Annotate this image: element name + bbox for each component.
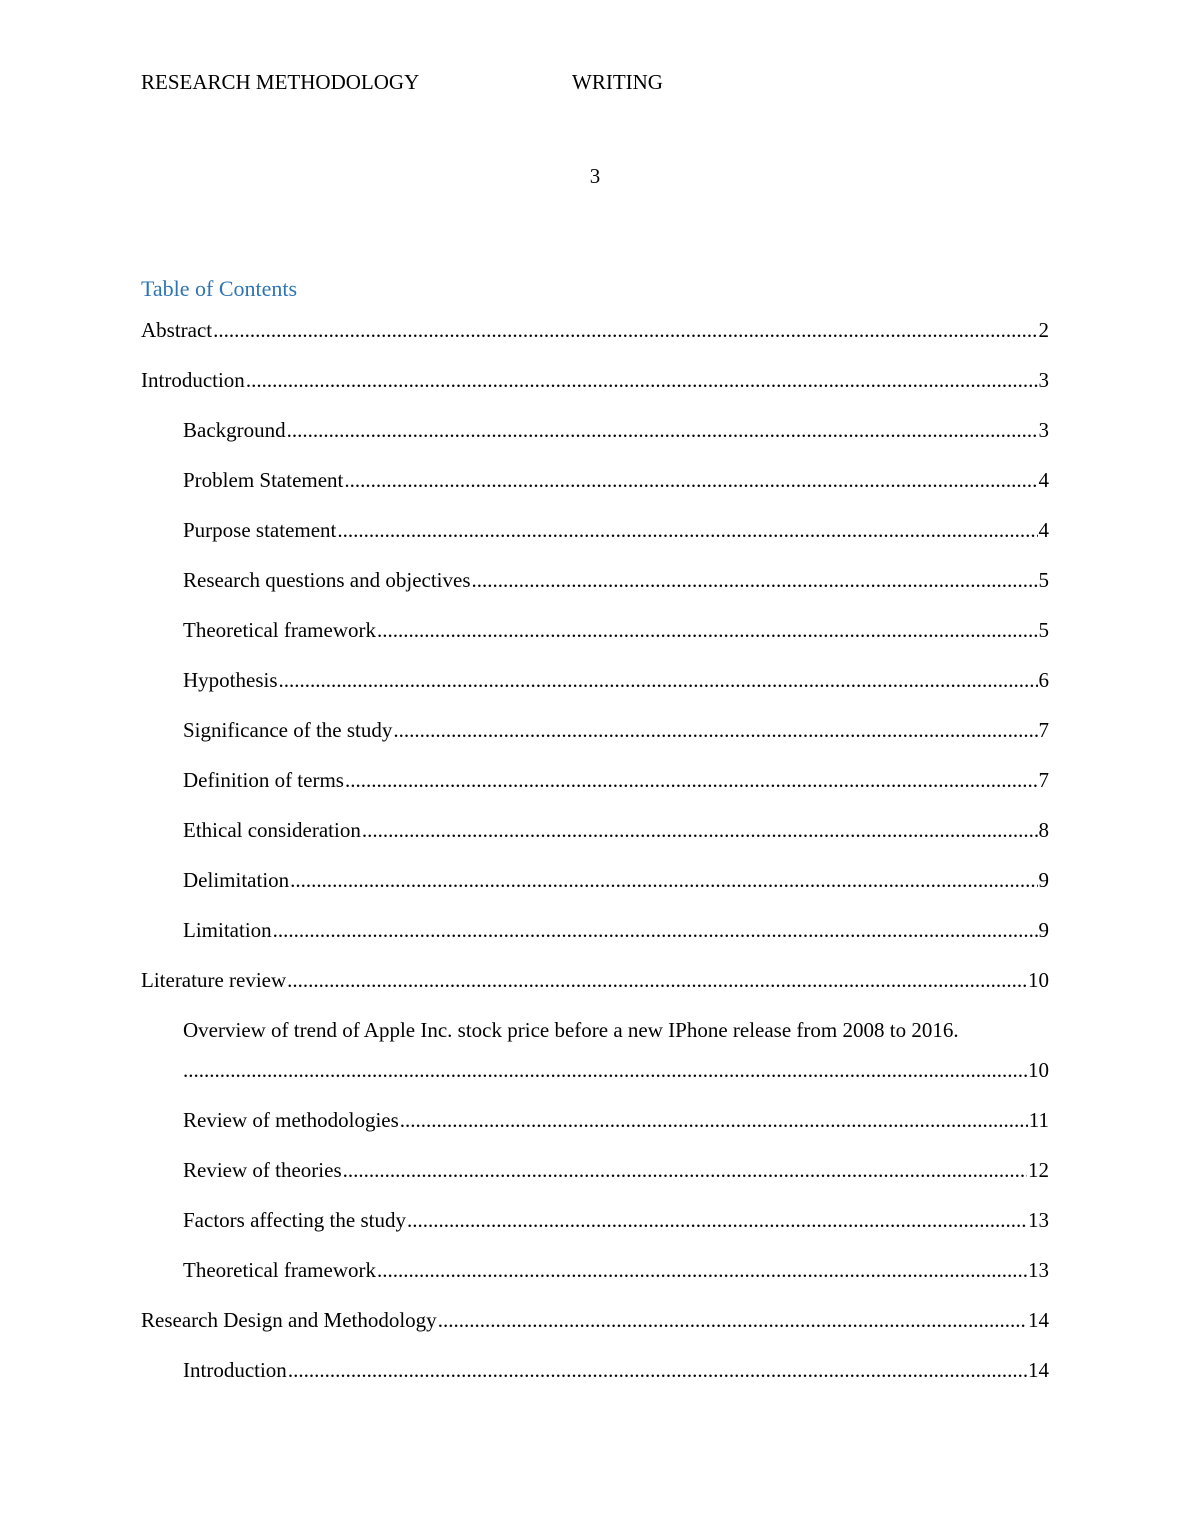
dot-leader (438, 1306, 1027, 1334)
toc-entry-title: Purpose statement (183, 518, 337, 542)
toc-entry-delimitation[interactable] (183, 866, 1049, 916)
toc-entry-title: Definition of terms (183, 768, 344, 792)
dot-leader (472, 566, 1038, 594)
toc-entry-limitation[interactable] (183, 916, 1049, 966)
toc-entry-page: 9 (1038, 918, 1049, 942)
toc-entry-title: Limitation (183, 918, 272, 942)
toc-entry-title: Theoretical framework (183, 1258, 376, 1282)
toc-entry-introduction-2[interactable] (183, 1356, 1049, 1406)
dot-leader (344, 466, 1037, 494)
dot-leader (345, 766, 1038, 794)
dot-leader (337, 516, 1037, 544)
toc-entry-abstract[interactable] (141, 316, 1049, 366)
toc-entry-problem-statement[interactable] (183, 466, 1049, 516)
dot-leader (393, 716, 1037, 744)
toc-title: Table of Contents (141, 276, 298, 301)
toc-entry-significance[interactable] (183, 716, 1049, 766)
dot-leader (273, 916, 1038, 944)
toc-entry-page: 4 (1038, 518, 1049, 542)
toc-entry-page: 12 (1028, 1158, 1049, 1182)
table-of-contents (141, 316, 1049, 1406)
toc-entry-purpose-statement[interactable] (183, 516, 1049, 566)
toc-entry-title: Background (183, 418, 286, 442)
toc-entry-title: Literature review (141, 968, 287, 992)
toc-entry-ethical-consideration[interactable] (183, 816, 1049, 866)
dot-leader (287, 416, 1038, 444)
dot-leader (213, 316, 1037, 344)
dot-leader (400, 1106, 1028, 1134)
header-left-text: RESEARCH METHODOLOGY (141, 70, 420, 94)
toc-entry-theoretical-framework[interactable] (183, 616, 1049, 666)
dot-leader (290, 866, 1037, 894)
toc-entry-theoretical-framework-2[interactable] (183, 1256, 1049, 1306)
toc-entry-page: 5 (1038, 568, 1049, 592)
toc-entry-page: 2 (1038, 318, 1049, 342)
dot-leader (246, 366, 1038, 394)
toc-entry-page: 13 (1028, 1208, 1049, 1232)
toc-entry-apple-stock-overview[interactable] (183, 1016, 1049, 1106)
dot-leader (279, 666, 1038, 694)
toc-entry-page: 3 (1038, 418, 1049, 442)
toc-entry-title: Research questions and objectives (183, 568, 471, 592)
dot-leader (343, 1156, 1027, 1184)
toc-entry-page: 4 (1038, 468, 1049, 492)
toc-entry-page: 3 (1038, 368, 1049, 392)
toc-entry-title: Hypothesis (183, 668, 278, 692)
toc-entry-page: 5 (1038, 618, 1049, 642)
page-number: 3 (589, 164, 601, 188)
toc-entry-page: 6 (1038, 668, 1049, 692)
toc-entry-title: Introduction (183, 1358, 287, 1382)
toc-entry-page: 10 (1028, 1058, 1049, 1082)
dot-leader (362, 816, 1038, 844)
toc-entry-page: 9 (1038, 868, 1049, 892)
toc-entry-definition-of-terms[interactable] (183, 766, 1049, 816)
dot-leader (377, 616, 1038, 644)
toc-entry-literature-review[interactable] (141, 966, 1049, 1016)
toc-entry-page: 13 (1028, 1258, 1049, 1282)
toc-entry-page: 7 (1038, 718, 1049, 742)
toc-entry-title: Abstract (141, 318, 213, 342)
toc-entry-title: Research Design and Methodology (141, 1308, 437, 1332)
toc-entry-page: 11 (1028, 1108, 1049, 1132)
dot-leader (183, 1056, 1027, 1084)
toc-entry-hypothesis[interactable] (183, 666, 1049, 716)
dot-leader (407, 1206, 1027, 1234)
dot-leader (377, 1256, 1027, 1284)
running-header (141, 70, 1049, 98)
toc-entry-research-design[interactable] (141, 1306, 1049, 1356)
toc-entry-page: 14 (1028, 1308, 1049, 1332)
toc-entry-title: Significance of the study (183, 718, 393, 742)
toc-entry-factors-affecting[interactable] (183, 1206, 1049, 1256)
toc-entry-title: Introduction (141, 368, 245, 392)
toc-entry-title: Ethical consideration (183, 818, 361, 842)
dot-leader (288, 1356, 1027, 1384)
toc-entry-title: Review of theories (183, 1158, 342, 1182)
toc-entry-research-questions[interactable] (183, 566, 1049, 616)
toc-entry-review-of-methodologies[interactable] (183, 1106, 1049, 1156)
header-right-text: WRITING (572, 70, 663, 94)
toc-entry-title: Delimitation (183, 868, 290, 892)
toc-entry-background[interactable] (183, 416, 1049, 466)
toc-entry-page: 8 (1038, 818, 1049, 842)
toc-entry-page: 14 (1028, 1358, 1049, 1382)
toc-entry-title: Review of methodologies (183, 1108, 399, 1132)
toc-entry-page: 7 (1038, 768, 1049, 792)
toc-entry-title: Overview of trend of Apple Inc. stock price before a new IPhone release from 2008 to 2016. (183, 1018, 959, 1042)
toc-entry-review-of-theories[interactable] (183, 1156, 1049, 1206)
toc-entry-title: Problem Statement (183, 468, 344, 492)
toc-entry-page: 10 (1028, 968, 1049, 992)
toc-entry-introduction[interactable] (141, 366, 1049, 416)
toc-entry-title: Factors affecting the study (183, 1208, 406, 1232)
dot-leader (287, 966, 1027, 994)
toc-entry-title: Theoretical framework (183, 618, 376, 642)
